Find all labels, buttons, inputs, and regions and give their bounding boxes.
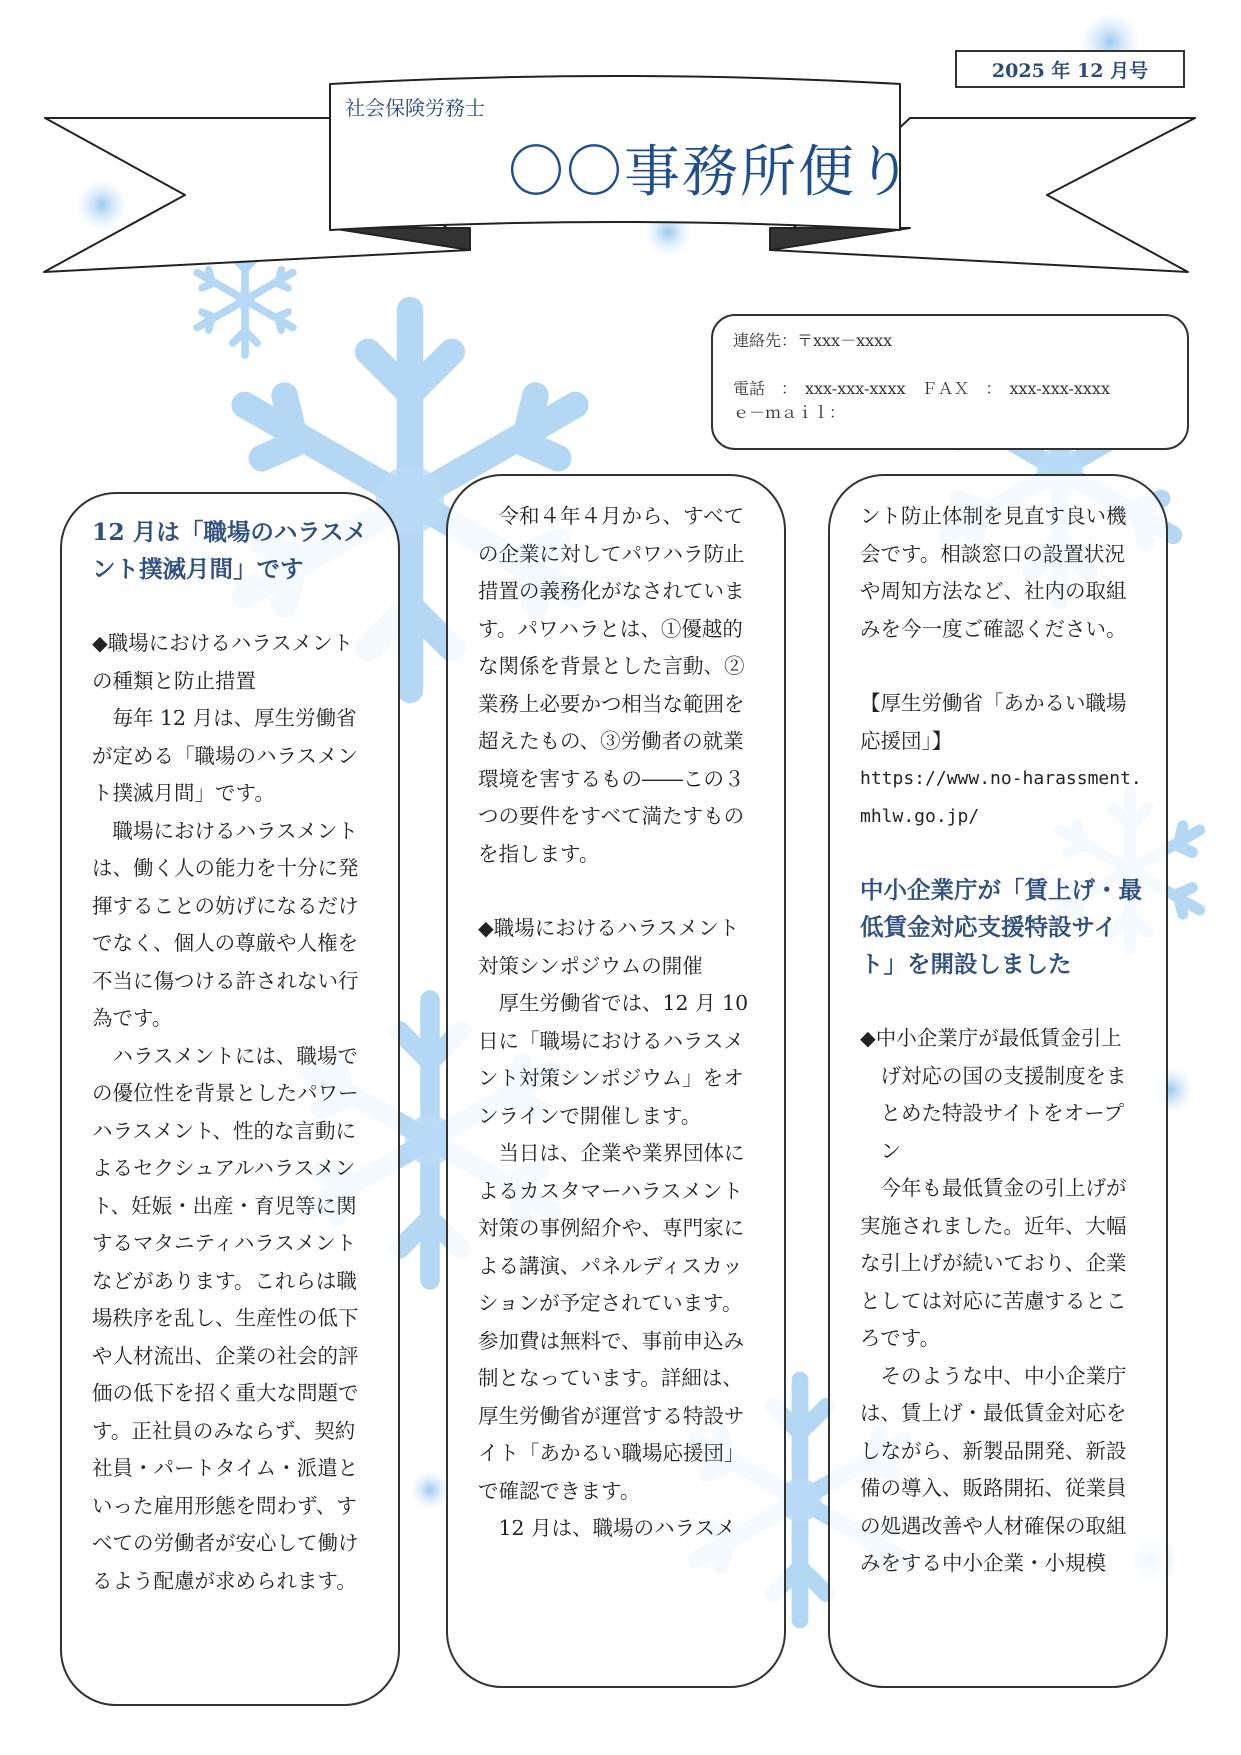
paragraph: 毎年 12 月は、厚生労働省が定める「職場のハラスメント撲滅月間」です。 <box>92 706 358 805</box>
paragraph: ハラスメントには、職場での優位性を背景としたパワーハラスメント、性的な言動によるセクシュアルハラスメント、妊娠・出産・育児等に関するマタニティハラスメントなどがあります。これらは職場秩序を乱し、生産性の低下や人材流出、企業の社会的評価の低下を招く重大な問題です。正社員のみならず、契約社員・パートタイム・派遣といった雇用形態を問わず、すべての労働者が安心して働けるよう配慮が求められます。 <box>92 1043 359 1593</box>
article-column-2 <box>446 474 786 1688</box>
issue-date: 2025 年 12 月号 <box>955 50 1185 88</box>
paragraph: 令和４年４月から、すべての企業に対してパワハラ防止措置の義務化がなされています。パワハラとは、①優越的な関係を背景とした言動、②業務上必要かつ相当な範囲を超えたもの、③労働者の就業環境を害するもの――この３つの要件をすべて満たすものを指します。 <box>478 504 745 866</box>
section-title: ◆職場におけるハラスメント対策シンポジウムの開催 <box>478 916 740 978</box>
contact-phone-fax: 電話 ： xxx-xxx-xxxx ＦＡＸ ： xxx-xxx-xxxx <box>733 379 1110 398</box>
paragraph: 当日は、企業や業界団体によるカスタマーハラスメント対策の事例紹介や、専門家による講演、パネルディスカッションが予定されています。参加費は無料で、事前申込み制となっています。詳細は、厚生労働省が運営する特設サイト「あかるい職場応援団」で確認できます。 <box>478 1141 745 1503</box>
paragraph: そのような中、中小企業庁は、賃上げ・最低賃金対応をしながら、新製品開発、新設備の導入、販路開拓、従業員の処遇改善や人材確保の取組みをする中小企業・小規模 <box>860 1363 1127 1575</box>
paragraph: 職場におけるハラスメントは、働く人の能力を十分に発揮することの妨げになるだけでなく、個人の尊厳や人権を不当に傷つける許されない行為です。 <box>92 818 359 1030</box>
contact-box <box>711 314 1189 450</box>
section-title: ◆中小企業庁が最低賃金引上げ対応の国の支援制度をまとめた特設サイトをオープン <box>860 1026 1127 1163</box>
link-label: 【厚生労働省「あかるい職場応援団」】 <box>860 691 1127 753</box>
paragraph: 12 月は、職場のハラスメ <box>498 1516 736 1540</box>
contact-address: 連絡先：〒xxx－xxxx <box>733 331 893 350</box>
section-title: ◆職場におけるハラスメントの種類と防止措置 <box>92 631 354 693</box>
paragraph: 今年も最低賃金の引上げが実施されました。近年、大幅な引上げが続いており、企業としては対応に苦慮するところです。 <box>860 1176 1127 1350</box>
article-heading: 12 月は「職場のハラスメント撲滅月間」です <box>92 518 368 583</box>
banner-title: 〇〇事務所便り <box>508 140 914 205</box>
banner-subtitle: 社会保険労務士 <box>345 96 485 120</box>
paragraph: 厚生労働省では、12 月 10 日に「職場におけるハラスメント対策シンポジウム」をオンラインで開催します。 <box>478 991 749 1128</box>
article-heading: 中小企業庁が「賃上げ・最低賃金対応支援特設サイト」を開設しました <box>860 876 1142 978</box>
paragraph: ント防止体制を見直す良い機会です。相談窓口の設置状況や周知方法など、社内の取組みを今一度ご確認ください。 <box>860 504 1127 641</box>
contact-email: ｅ－ｍａｉｌ： <box>733 403 846 422</box>
article-column-3 <box>828 474 1168 1688</box>
article-column-1 <box>60 492 400 1706</box>
website-link[interactable]: https://www.no-harassment.mhlw.go.jp/ <box>860 768 1142 827</box>
